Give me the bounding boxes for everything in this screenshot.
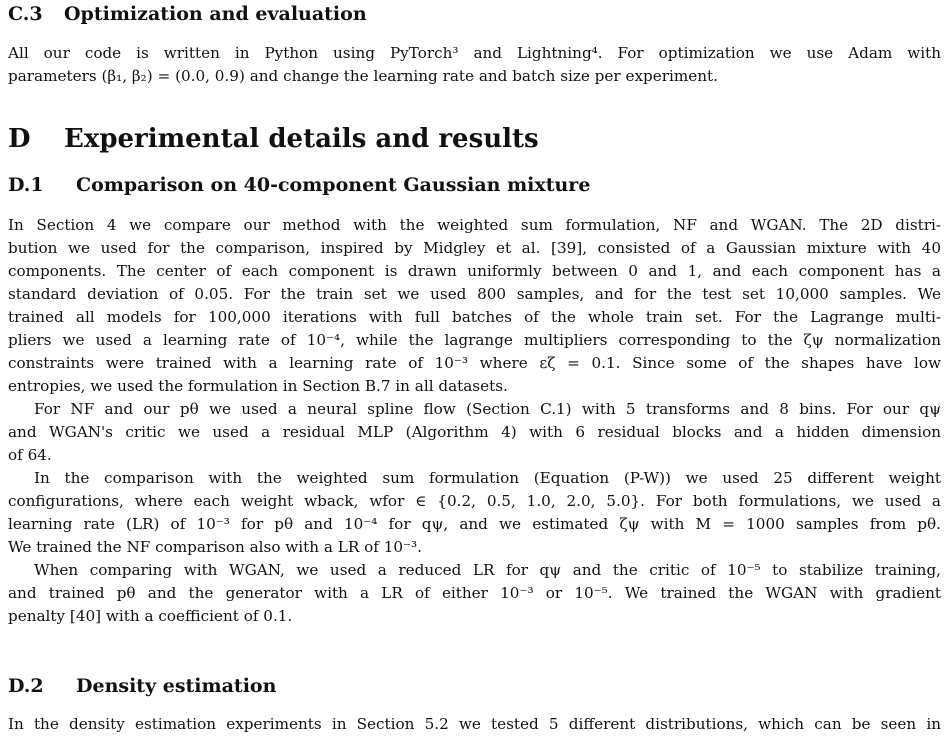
text-line: penalty [40] with a coefficient of 0.1. xyxy=(8,607,293,625)
section-title: Optimization and evaluation xyxy=(64,3,367,25)
text-line: trained all models for 100,000 iterations with full batches of the whole train set. For the Lagrange multi- xyxy=(8,308,941,326)
section-number: C.3 xyxy=(8,3,43,25)
section-heading-d1 xyxy=(8,174,590,196)
section-heading-d xyxy=(8,124,539,154)
text-line: In the comparison with the weighted sum formulation (Equation (P-W)) we used 25 different weight xyxy=(34,469,941,487)
text-line: pliers we used a learning rate of 10⁻⁴, while the lagrange multipliers corresponding to the ζψ normalization xyxy=(8,331,941,349)
paragraph-d1-3 xyxy=(8,467,941,559)
section-heading-d2 xyxy=(8,675,276,697)
text-line: and trained pθ and the generator with a LR of either 10⁻³ or 10⁻⁵. We trained the WGAN with gradient xyxy=(8,584,941,602)
section-number: D.2 xyxy=(8,675,44,697)
text-line: In Section 4 we compare our method with the weighted sum formulation, NF and WGAN. The 2D distri- xyxy=(8,216,941,234)
text-line: components. The center of each component is drawn uniformly between 0 and 1, and each component has a xyxy=(8,262,941,280)
section-number: D.1 xyxy=(8,174,44,196)
section-heading-c3 xyxy=(8,3,367,25)
text-line: learning rate (LR) of 10⁻³ for pθ and 10⁻⁴ for qψ, and we estimated ζψ with M = 1000 samples from pθ. xyxy=(8,515,941,533)
text-line: For NF and our pθ we used a neural spline flow (Section C.1) with 5 transforms and 8 bins. For our qψ xyxy=(34,400,941,418)
text-line: entropies, we used the formulation in Section B.7 in all datasets. xyxy=(8,377,508,395)
text-line: constraints were trained with a learning rate of 10⁻³ where εζ = 0.1. Since some of the shapes have low xyxy=(8,354,941,372)
paragraph-d1-2 xyxy=(8,398,941,467)
section-title: Experimental details and results xyxy=(64,124,539,154)
text-line: When comparing with WGAN, we used a reduced LR for qψ and the critic of 10⁻⁵ to stabilize training, xyxy=(34,561,941,579)
text-line: bution we used for the comparison, inspired by Midgley et al. [39], consisted of a Gaussian mixture with 40 xyxy=(8,239,941,257)
text-line: parameters (β₁, β₂) = (0.0, 0.9) and change the learning rate and batch size per experiment. xyxy=(8,67,718,85)
paragraph-d1-4 xyxy=(8,559,941,628)
text-line: and WGAN's critic we used a residual MLP (Algorithm 4) with 6 residual blocks and a hidden dimension xyxy=(8,423,941,441)
text-line: All our code is written in Python using PyTorch³ and Lightning⁴. For optimization we use Adam with xyxy=(8,44,941,62)
paragraph-d1-1 xyxy=(8,214,941,398)
text-line: We trained the NF comparison also with a LR of 10⁻³. xyxy=(8,538,422,556)
paragraph-d2 xyxy=(8,713,941,736)
text-line: configurations, where each weight wback, wfor ∈ {0.2, 0.5, 1.0, 2.0, 5.0}. For both formulations, we used a xyxy=(8,492,941,510)
section-title: Density estimation xyxy=(76,675,277,697)
section-title: Comparison on 40-component Gaussian mixture xyxy=(76,174,591,196)
text-line: In the density estimation experiments in Section 5.2 we tested 5 different distributions, which can be seen in xyxy=(8,715,941,733)
paragraph-c3 xyxy=(8,42,941,88)
text-line: of 64. xyxy=(8,446,52,464)
section-number: D xyxy=(8,124,31,154)
text-line: standard deviation of 0.05. For the train set we used 800 samples, and for the test set 10,000 samples. We xyxy=(8,285,941,303)
